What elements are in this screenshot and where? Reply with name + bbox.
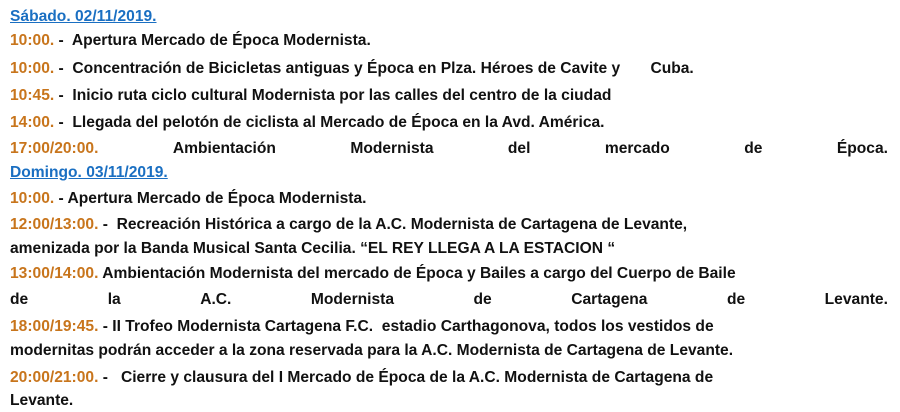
saturday-date-heading: Sábado. 02/11/2019. [10, 8, 157, 25]
item-continuation: modernitas podrán acceder a la zona reservada para la A.C. Modernista de Cartagena de Levante. [10, 342, 734, 359]
sunday-date-heading: Domingo. 03/11/2019. [10, 164, 168, 181]
item-text: - Recreación Histórica a cargo de la A.C. Modernista de Cartagena de Levante, [98, 216, 688, 233]
item-time: 10:00. [10, 60, 55, 77]
item-word: Cartagena [571, 291, 648, 308]
item-word: de [473, 291, 492, 308]
schedule-item [10, 188, 366, 210]
item-time: 10:00. [10, 190, 55, 207]
item-word: A.C. [200, 291, 232, 308]
item-time: 14:00. [10, 114, 55, 131]
schedule-item [10, 58, 694, 80]
item-word: mercado [604, 140, 670, 157]
schedule-item [10, 112, 605, 134]
item-time: 12:00/13:00. [10, 216, 99, 233]
schedule-item [10, 214, 687, 236]
item-text: - Apertura Mercado de Época Modernista. [54, 190, 367, 207]
schedule-item [10, 367, 713, 389]
item-word: del [507, 140, 531, 157]
item-text: - II Trofeo Modernista Cartagena F.C. estadio Carthagonova, todos los vestidos de [98, 318, 714, 335]
item-text: - Concentración de Bicicletas antiguas y Época en Plza. Héroes de Cavite y Cuba. [54, 60, 694, 77]
item-word: Época. [836, 140, 888, 157]
item-word: Ambientación [172, 140, 276, 157]
item-word: de [10, 291, 29, 308]
schedule-item [10, 30, 371, 52]
item-word: Levante. [824, 291, 888, 308]
item-text: - Apertura Mercado de Época Modernista. [54, 32, 371, 49]
item-text: Ambientación Modernista del mercado de Época y Bailes a cargo del Cuerpo de Baile [98, 265, 736, 282]
schedule-item [10, 263, 736, 285]
item-time: 18:00/19:45. [10, 318, 99, 335]
item-word: Modernista [310, 291, 395, 308]
item-time: 10:45. [10, 87, 55, 104]
item-continuation: Levante. [10, 392, 74, 409]
item-text: - Cierre y clausura del I Mercado de Época de la A.C. Modernista de Cartagena de [98, 369, 714, 386]
item-time: 20:00/21:00. [10, 369, 99, 386]
item-text: - Llegada del pelotón de ciclista al Mercado de Época en la Avd. América. [54, 114, 605, 131]
item-continuation [10, 289, 888, 311]
schedule-item [10, 85, 611, 107]
item-word: de [726, 291, 746, 308]
schedule-item [10, 316, 714, 338]
item-word: de [744, 140, 763, 157]
item-text: - Inicio ruta ciclo cultural Modernista por las calles del centro de la ciudad [54, 87, 612, 104]
schedule-item [10, 138, 888, 160]
item-time: 17:00/20:00. [10, 140, 99, 157]
item-time: 13:00/14:00. [10, 265, 99, 282]
item-word: Modernista [350, 140, 434, 157]
item-time: 10:00. [10, 32, 55, 49]
item-continuation: amenizada por la Banda Musical Santa Cecilia. “EL REY LLEGA A LA ESTACION “ [10, 240, 616, 257]
item-word: la [107, 291, 121, 308]
